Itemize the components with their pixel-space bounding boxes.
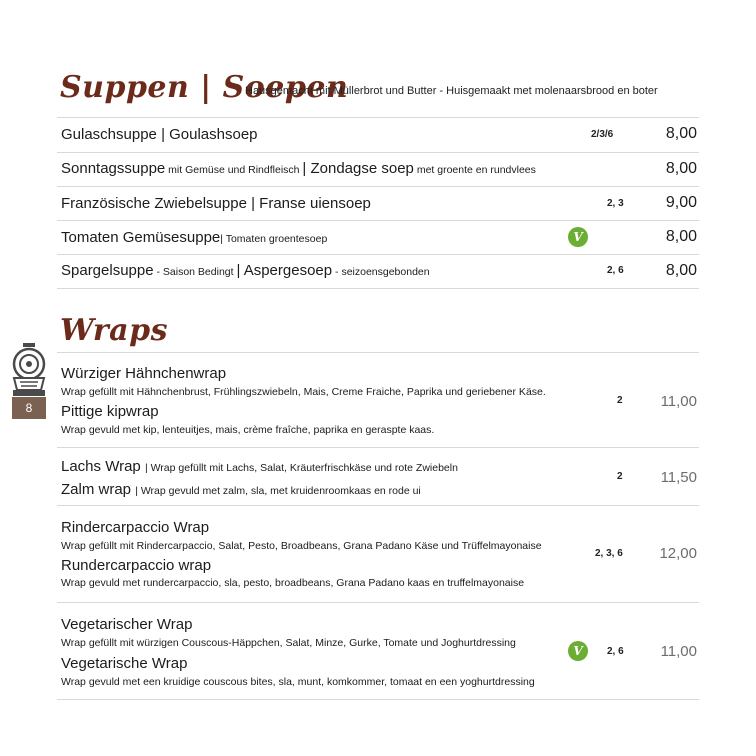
allergen-codes: 2, 6 — [607, 265, 624, 276]
item-name: Französische Zwiebelsuppe | Franse uiensoep — [61, 195, 371, 212]
page-number: 8 — [12, 397, 46, 419]
item-description-de: Wrap gefüllt mit würzigen Couscous-Häppchen, Salat, Minze, Gurke, Tomate und Joghurtdressing — [61, 637, 516, 649]
item-price: 12,00 — [659, 545, 697, 562]
item-name-de: Würziger Hähnchenwrap — [61, 365, 227, 382]
item-name-de: Lachs Wrap | Wrap gefüllt mit Lachs, Salat, Kräuterfrischkäse und rote Zwiebeln — [61, 458, 458, 475]
divider — [57, 699, 699, 700]
item-price: 11,00 — [660, 393, 697, 410]
item-name: Gulaschsuppe | Goulashsoep — [61, 126, 258, 143]
item-description-nl: Wrap gevuld met kip, lenteuitjes, mais, crème fraîche, paprika en geraspte kaas. — [61, 424, 435, 436]
divider — [57, 288, 699, 289]
train-front-icon — [12, 342, 46, 398]
menu-item — [57, 118, 699, 152]
allergen-codes: 2 — [617, 471, 623, 482]
allergen-codes: 2/3/6 — [591, 129, 614, 140]
menu-item — [57, 506, 699, 602]
item-name: Sonntagssuppe mit Gemüse und Rindfleisch | Zondagse soep met groente en rundvlees — [61, 160, 536, 177]
item-description-de: Wrap gefüllt mit Rindercarpaccio, Salat, Pesto, Broadbeans, Grana Padano Käse und Trüffelmayonaise — [61, 540, 542, 552]
soups-section-title: Suppen | Soepen — [60, 70, 349, 105]
item-description-nl: Wrap gevuld met rundercarpaccio, sla, pesto, broadbeans, Grana Padano kaas en truffelmayonaise — [61, 577, 525, 589]
allergen-codes: 2, 6 — [607, 646, 624, 657]
vegetarian-badge-icon: V — [568, 227, 588, 247]
item-name-de: Rindercarpaccio Wrap — [61, 519, 210, 536]
allergen-codes: 2, 3, 6 — [595, 548, 623, 559]
menu-item — [57, 153, 699, 187]
item-name: Spargelsuppe - Saison Bedingt | Aspergesoep - seizoensgebonden — [61, 262, 430, 279]
menu-item — [57, 603, 699, 699]
item-price: 8,00 — [665, 262, 697, 279]
soups-subtitle: Hausgemacht mit Müllerbrot und Butter - Huisgemaakt met molenaarsbrood en boter — [245, 85, 658, 97]
item-price: 8,00 — [665, 125, 697, 142]
item-name-de: Vegetarischer Wrap — [61, 616, 193, 633]
allergen-codes: 2, 3 — [607, 198, 624, 209]
vegetarian-badge-icon: V — [568, 641, 588, 661]
item-price: 8,00 — [665, 160, 697, 177]
menu-item — [57, 187, 699, 221]
menu-item — [57, 221, 699, 255]
menu-item — [57, 448, 699, 506]
item-price: 11,00 — [660, 643, 697, 660]
item-description-de: Wrap gefüllt mit Hähnchenbrust, Frühlingszwiebeln, Mais, Creme Fraiche, Paprika und geriebener Käse. — [61, 386, 546, 398]
wraps-section-title: Wraps — [60, 313, 168, 348]
item-price: 9,00 — [665, 194, 697, 211]
item-name-nl: Vegetarische Wrap — [61, 655, 188, 672]
item-name-nl: Pittige kipwrap — [61, 403, 159, 420]
item-name-nl: Zalm wrap | Wrap gevuld met zalm, sla, met kruidenroomkaas en rode ui — [61, 481, 421, 498]
item-price: 11,50 — [660, 469, 697, 486]
item-price: 8,00 — [665, 228, 697, 245]
item-name: Tomaten Gemüsesuppe| Tomaten groentesoep — [61, 229, 328, 246]
allergen-codes: 2 — [617, 395, 623, 406]
item-name-nl: Rundercarpaccio wrap — [61, 557, 212, 574]
item-description-nl: Wrap gevuld met een kruidige couscous bites, sla, munt, komkommer, tomaat en een yoghurtdressing — [61, 676, 535, 688]
menu-item — [57, 255, 699, 289]
menu-item — [57, 353, 699, 447]
